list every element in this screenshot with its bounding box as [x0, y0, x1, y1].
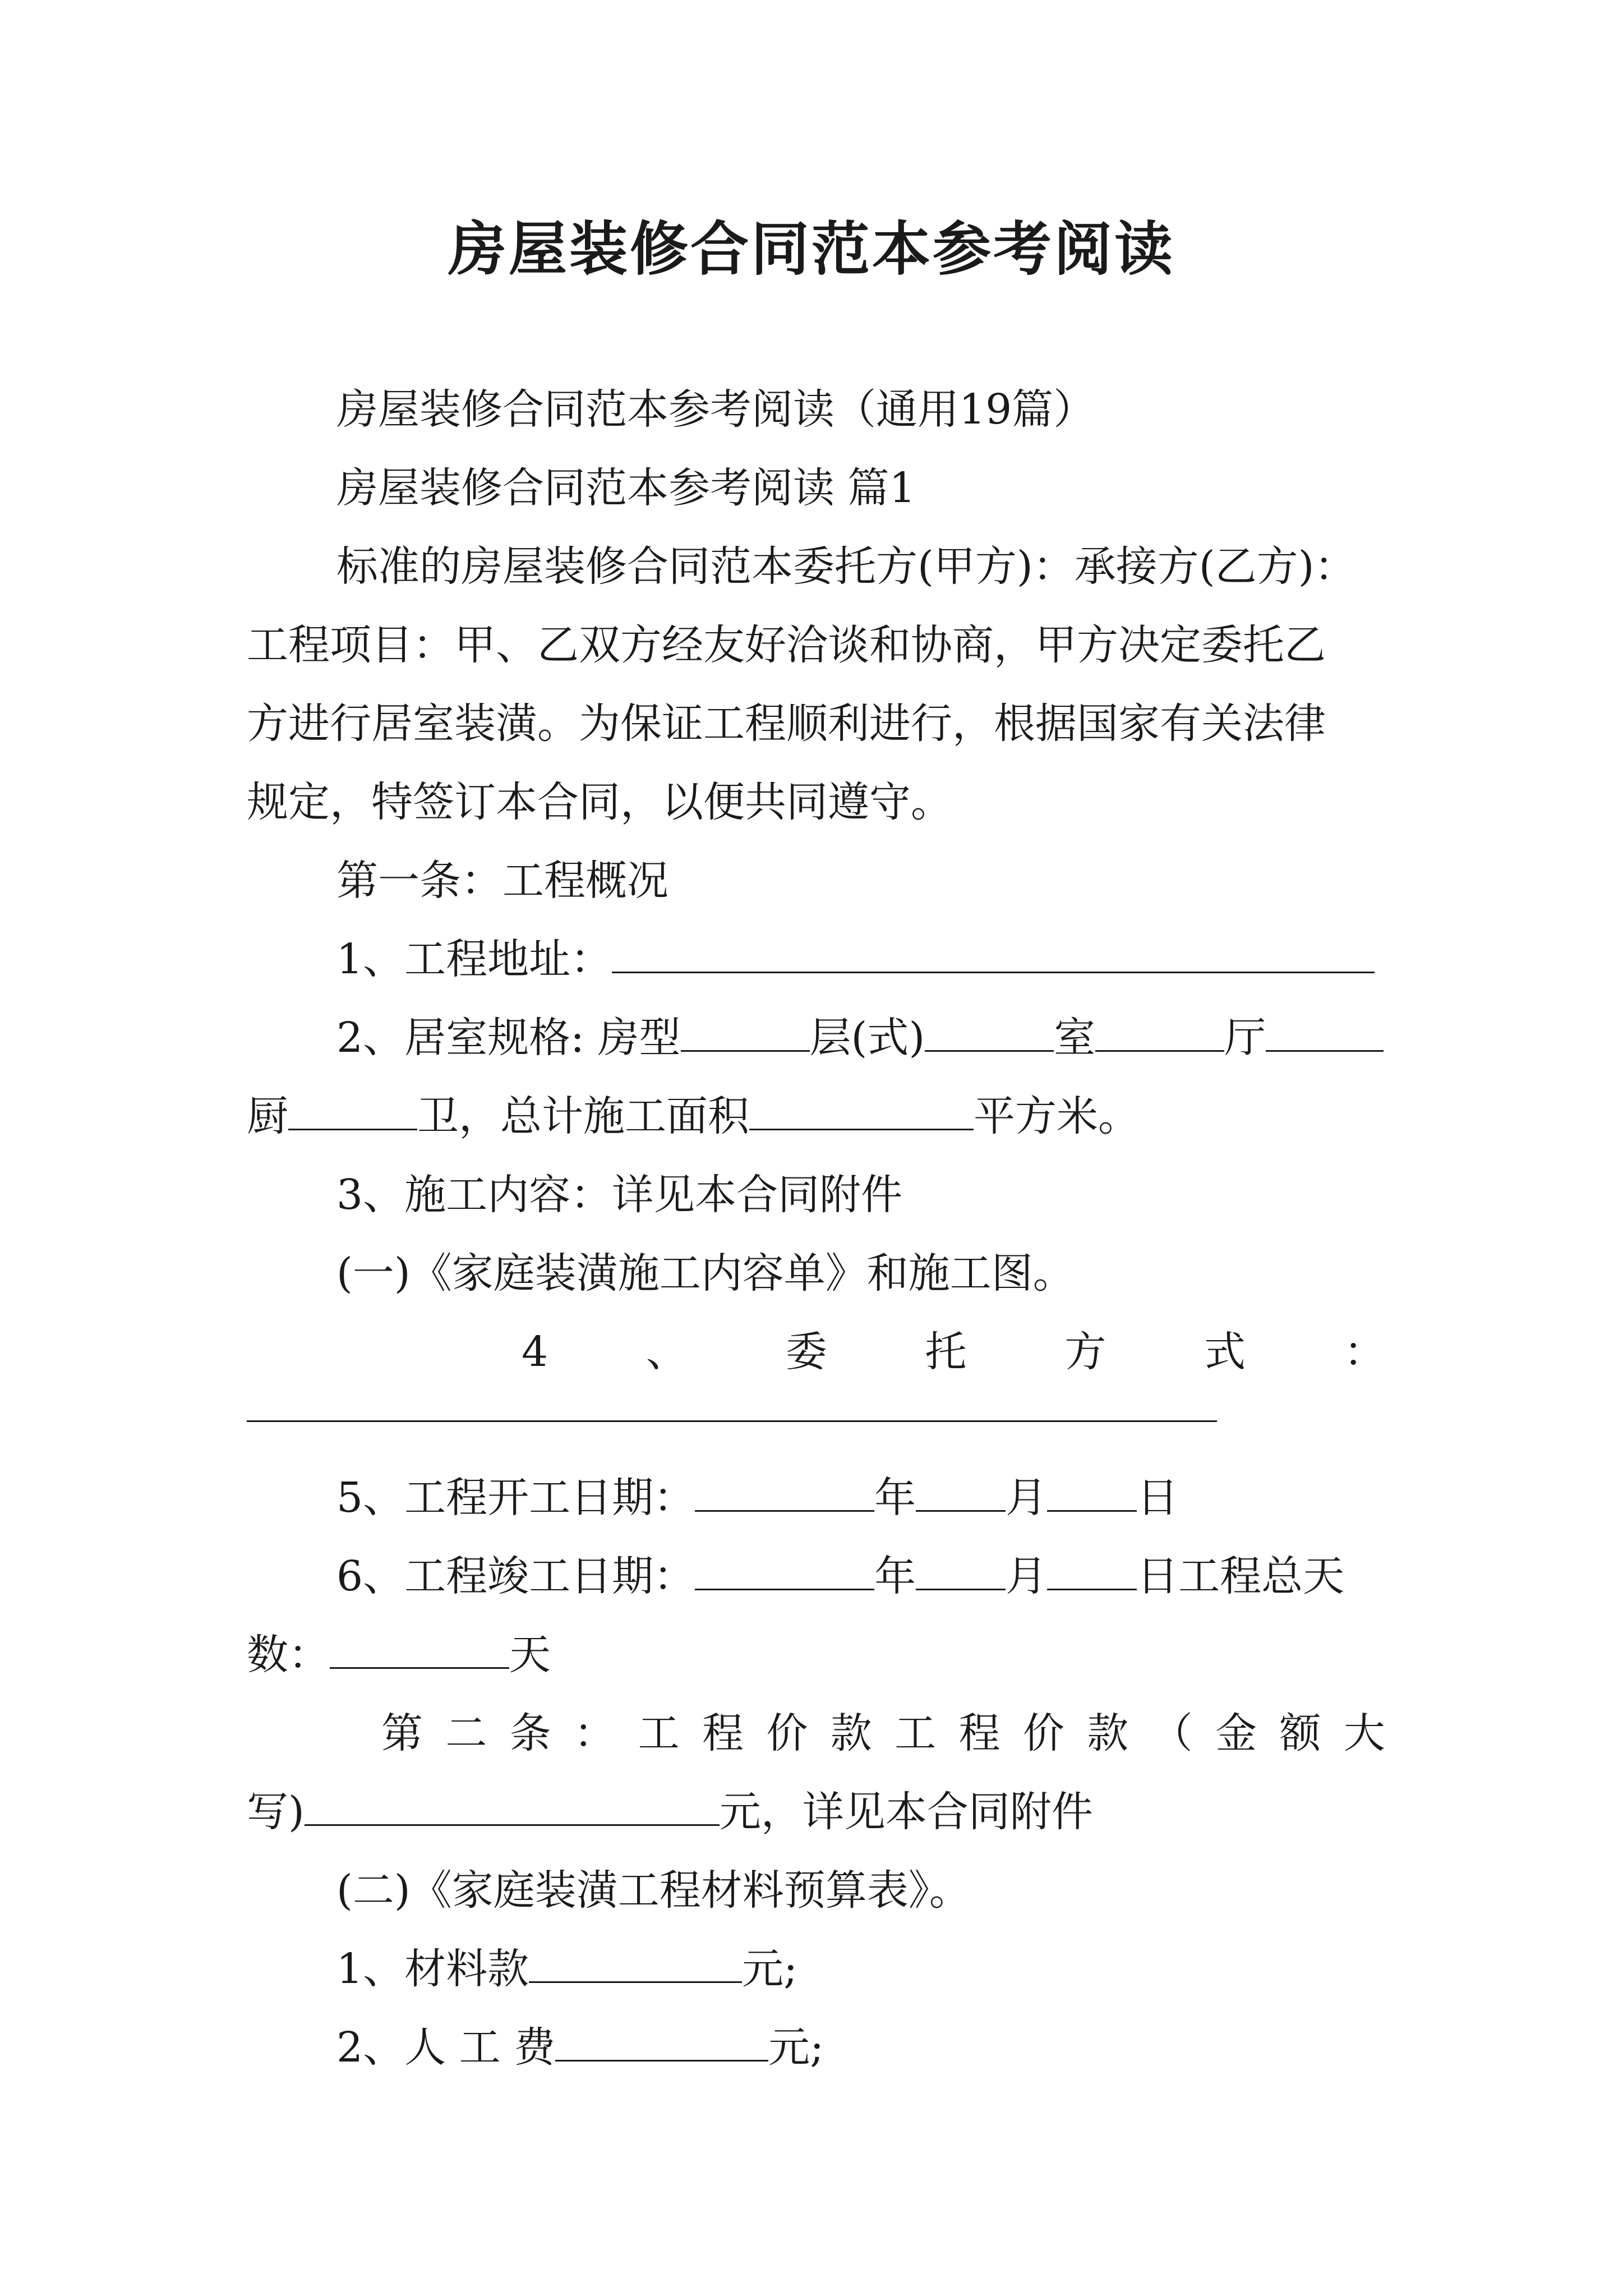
item-3-content: 3、施工内容：详见本合同附件 [336, 1171, 903, 1219]
item-4-char: 、 [645, 1328, 688, 1376]
item-1-label: 1、工程地址： [336, 935, 612, 983]
kitchen-blank [288, 1089, 417, 1130]
article-2-char: 价 [1022, 1709, 1064, 1757]
materials-blank [529, 1942, 742, 1983]
attachment-1: (一)《家庭装潢施工内容单》和施工图。 [336, 1249, 1075, 1297]
item-4-char: 委 [785, 1328, 827, 1376]
article-1-heading: 第一条：工程概况 [336, 857, 668, 905]
cost-2-labor [247, 2019, 1385, 2076]
year-label: 年 [874, 1552, 916, 1600]
days-unit: 天 [509, 1631, 551, 1679]
end-year-blank [695, 1549, 874, 1590]
article-2-heading [247, 1705, 1385, 1761]
article-2-char: 额 [1279, 1709, 1321, 1757]
item-2-floor-label: 层(式) [809, 1014, 925, 1062]
item-2-area-unit: 平方米。 [974, 1092, 1140, 1140]
article-2-char: 价 [766, 1709, 808, 1757]
yuan-unit: 元; [742, 1945, 798, 1993]
item-4-char: 方 [1064, 1328, 1106, 1376]
yuan-unit: 元; [768, 2023, 824, 2072]
article-2-char: ： [574, 1709, 616, 1757]
article-2-char: 款 [1087, 1709, 1129, 1757]
item-6-days [247, 1627, 1385, 1683]
attachment-2: (二)《家庭装潢工程材料预算表》。 [336, 1866, 971, 1915]
article-2-char: 二 [445, 1709, 487, 1757]
article-2-char: （ [1151, 1709, 1193, 1757]
end-month-blank [916, 1549, 1006, 1590]
materials-label: 1、材料款 [336, 1945, 529, 1993]
article-2-char: 条 [509, 1709, 551, 1757]
amount-blank [305, 1785, 720, 1826]
article-2-char: 程 [702, 1709, 744, 1757]
start-month-blank [916, 1471, 1006, 1512]
article-2-char: 程 [958, 1709, 1000, 1757]
part-heading: 房屋装修合同范本参考阅读 篇1 [336, 464, 916, 512]
year-label: 年 [874, 1474, 916, 1522]
item-2-room-type-label: 2、居室规格: 房型 [336, 1014, 681, 1062]
article-2-char: 金 [1215, 1709, 1257, 1757]
item-2-specs [247, 1010, 1385, 1066]
labor-blank [555, 2021, 768, 2062]
room-blank [1095, 1011, 1224, 1052]
item-2-specs-cont [247, 1088, 1385, 1144]
item-2-hall-label: 厅 [1224, 1014, 1266, 1062]
article-2-amount-tail: 元，详见本合同附件 [719, 1788, 1093, 1836]
day-label: 日 [1137, 1474, 1179, 1522]
item-5-start-date [247, 1470, 1385, 1526]
item-4-char: 式 [1204, 1328, 1246, 1376]
labor-label: 2、人 工 费 [336, 2023, 556, 2072]
item-2-kitchen-label: 厨 [247, 1092, 288, 1140]
article-2-char: 款 [830, 1709, 872, 1757]
item-6-label: 6、工程竣工日期： [336, 1552, 695, 1600]
article-2-char: 第 [381, 1709, 423, 1757]
intro-line-1: 标准的房屋装修合同范本委托方(甲方)：承接方(乙方)： [336, 542, 1356, 591]
article-2-amount [247, 1784, 1385, 1840]
item-2-room-label: 室 [1054, 1014, 1096, 1062]
start-day-blank [1047, 1471, 1137, 1512]
cost-1-materials [247, 1941, 1385, 1997]
document-title: 房屋装修合同范本参考阅读 [448, 214, 1175, 283]
article-2-char: 工 [895, 1709, 937, 1757]
area-blank [749, 1089, 974, 1130]
item-1-address [247, 931, 1385, 987]
intro-line-2: 工程项目：甲、乙双方经友好洽谈和协商，甲方决定委托乙 [247, 621, 1326, 669]
subtitle: 房屋装修合同范本参考阅读（通用19篇） [336, 385, 1095, 434]
item-4-char: ： [1343, 1328, 1385, 1376]
item-4-char: 托 [925, 1328, 967, 1376]
floor-blank [925, 1011, 1054, 1052]
month-label: 月 [1006, 1552, 1048, 1600]
days-blank [330, 1628, 509, 1669]
address-blank [612, 932, 1375, 973]
end-day-blank [1047, 1549, 1137, 1590]
article-2-char: 大 [1343, 1709, 1385, 1757]
intro-line-3: 方进行居室装潢。为保证工程顺利进行，根据国家有关法律 [247, 700, 1326, 748]
item-4-char: 4 [522, 1328, 548, 1376]
item-6-tail: 日工程总天 [1137, 1552, 1345, 1600]
article-2-amount-label: 写) [247, 1788, 305, 1836]
month-label: 月 [1006, 1474, 1048, 1522]
item-2-area-label: 卫，总计施工面积 [417, 1092, 749, 1140]
intro-line-4: 规定，特签订本合同，以便共同遵守。 [247, 778, 952, 826]
days-label: 数： [247, 1631, 330, 1679]
room-type-blank [681, 1011, 810, 1052]
item-4-commission-method [247, 1324, 1385, 1380]
article-2-char: 工 [638, 1709, 680, 1757]
item-5-label: 5、工程开工日期： [336, 1474, 695, 1522]
commission-method-blank [247, 1420, 1217, 1422]
start-year-blank [695, 1471, 874, 1512]
item-6-end-date [247, 1548, 1385, 1604]
hall-blank [1266, 1011, 1384, 1052]
